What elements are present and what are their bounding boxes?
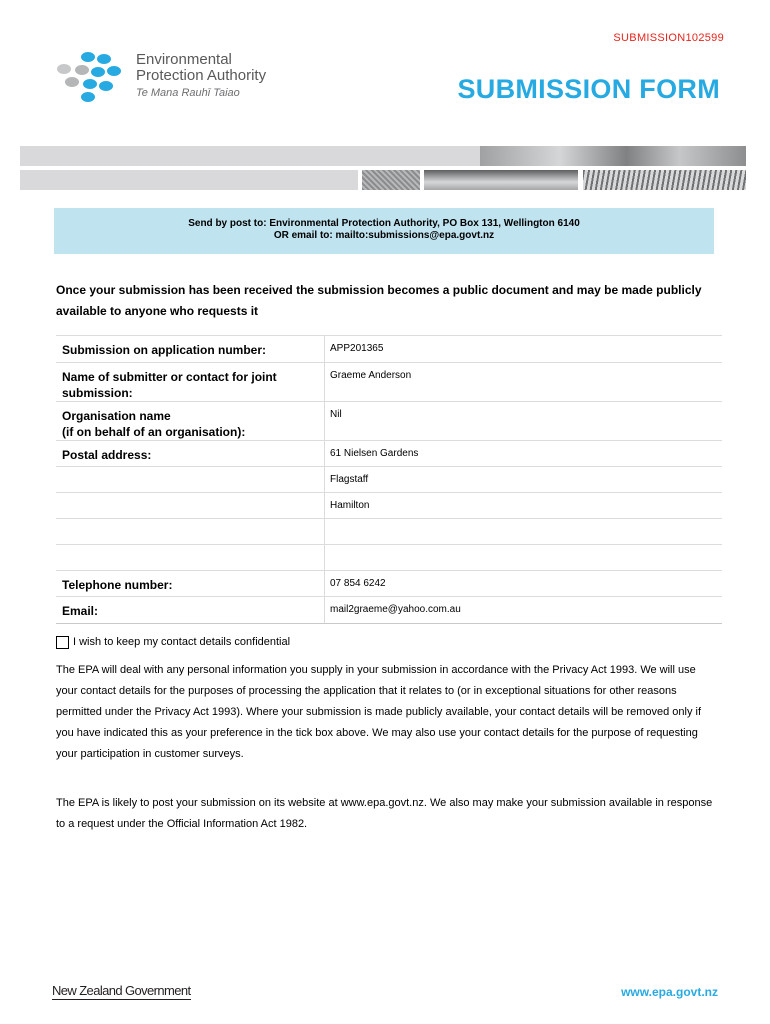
confidential-checkbox-label: I wish to keep my contact details confidential (73, 636, 291, 648)
postal-address-label: Postal address: (56, 441, 325, 467)
postal-address-line-2[interactable]: Flagstaff (325, 467, 723, 493)
table-row (56, 493, 722, 519)
post-address-line: Send by post to: Environmental Protection Authority, PO Box 131, Wellington 6140 (188, 218, 580, 229)
email-field[interactable]: mail2graeme@yahoo.com.au (325, 597, 723, 624)
submission-id: SUBMISSION102599 (613, 32, 724, 44)
header-photo-strip-4 (583, 170, 746, 190)
submitter-details-table (56, 335, 722, 624)
website-paragraph: The EPA is likely to post your submission on its website at www.epa.govt.nz. We also may make your submission available in response to a request under the Official Information Act 1982. (56, 797, 713, 830)
table-row (56, 545, 722, 571)
application-number-field[interactable]: APP201365 (325, 336, 723, 363)
epa-logo (52, 50, 302, 106)
telephone-label: Telephone number: (56, 571, 325, 597)
submitter-field[interactable]: Graeme Anderson (325, 363, 723, 402)
header-photo-strip-1 (480, 146, 746, 166)
postal-address-spacer (56, 493, 325, 519)
privacy-paragraph: The EPA will deal with any personal information you supply in your submission in accordance with the Privacy Act 1993. We will use your contact details for the purposes of processing the application that it relates to (or in exceptional situations for other reasons permitted under the Privacy Act 1993). Where your submission is made publicly available, your contact details will be removed only if you have indicated this as your preference in the tick box above. We may also use your contact details for the purpose of requesting your participation in customer surveys. (56, 664, 702, 760)
table-row (56, 363, 722, 402)
form-title: SUBMISSION FORM (457, 74, 720, 104)
post-instructions-box (54, 208, 714, 254)
organisation-label-line-2: (if on behalf of an organisation): (62, 425, 246, 439)
table-row (56, 597, 722, 624)
header-photo-strip-3 (424, 170, 578, 190)
table-row (56, 402, 722, 441)
header-band-bottom (20, 170, 358, 190)
table-row (56, 336, 722, 363)
email-label: Email: (56, 597, 325, 624)
website-link[interactable]: www.epa.govt.nz (621, 985, 718, 999)
table-row (56, 519, 722, 545)
epa-logo-mark-icon (52, 50, 132, 106)
logo-text (136, 52, 266, 101)
telephone-field[interactable]: 07 854 6242 (325, 571, 723, 597)
submitter-label: Name of submitter or contact for joint submission: (56, 363, 325, 402)
logo-line-3: Te Mana Rauhī Taiao (136, 87, 240, 99)
table-row (56, 571, 722, 597)
postal-address-line-4[interactable] (325, 519, 723, 545)
table-row (56, 441, 722, 467)
postal-address-spacer (56, 467, 325, 493)
email-address-line: OR email to: mailto:submissions@epa.govt.nz (273, 230, 495, 241)
postal-address-line-1[interactable]: 61 Nielsen Gardens (325, 441, 723, 467)
confidential-checkbox[interactable] (56, 636, 69, 649)
postal-address-spacer (56, 545, 325, 571)
postal-address-line-5[interactable] (325, 545, 723, 571)
organisation-label (56, 402, 325, 441)
organisation-field[interactable]: Nil (325, 402, 723, 441)
logo-line-2: Protection Authority (136, 67, 267, 84)
postal-address-spacer (56, 519, 325, 545)
organisation-label-line-1: Organisation name (62, 409, 171, 423)
nz-government-logo: New Zealand Government (52, 983, 191, 998)
postal-address-line-3[interactable]: Hamilton (325, 493, 723, 519)
logo-line-1: Environmental (136, 51, 232, 68)
public-document-notice: Once your submission has been received the submission becomes a public document and may be made publicly available to anyone who requests it (56, 283, 702, 318)
table-row (56, 467, 722, 493)
application-number-label: Submission on application number: (56, 336, 325, 363)
header-photo-strip-2 (362, 170, 420, 190)
header-band-top (20, 146, 480, 166)
